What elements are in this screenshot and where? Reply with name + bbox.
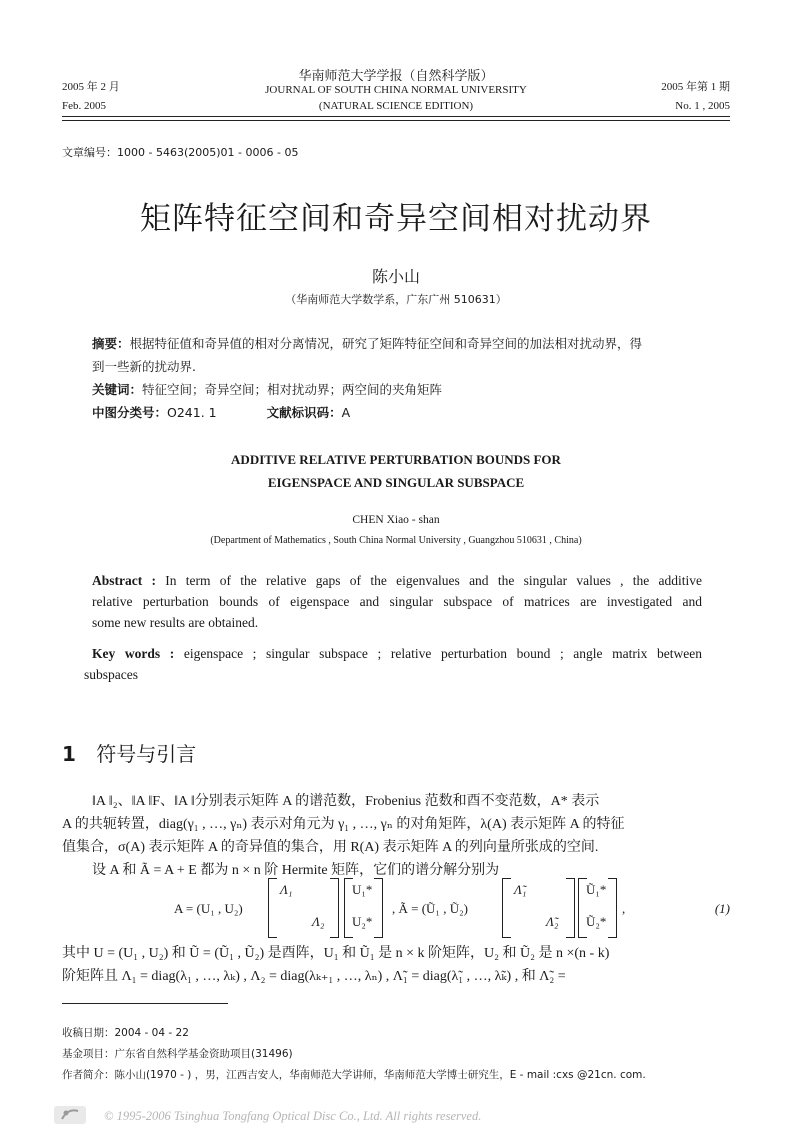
abstract-cn-line2: 到一些新的扰动界. [92,359,196,374]
title-en-line1: ADDITIVE RELATIVE PERTURBATION BOUNDS FOR [231,452,561,467]
class-label: 中图分类号： [92,405,168,420]
eq-m3-left-bracket [502,878,511,938]
eq-m3-right-bracket [566,878,575,938]
eq-m1-bottom: Λ₂ [312,914,325,929]
eq-tail: , [622,901,626,916]
eq-m1-right-bracket [330,878,339,938]
footnote-author: 作者简介：陈小山(1970 - ) ，男，江西吉安人，华南师范大学讲师，华南师范大学博士研究生，E - mail :cxs @21cn. com. [62,1069,646,1081]
abstract-en-line3: some new results are obtained. [92,615,259,630]
footnote-rule [62,1003,228,1004]
abstract-en-label: Abstract : [92,573,156,588]
header-date-cn: 2005 年 2 月 [62,81,120,93]
equation-1 [62,876,730,940]
body-line1: ‖A ‖₂、‖A ‖F、‖A ‖分别表示矩阵 A 的谱范数，Frobenius 范数和酉不变范数，A* 表示 [92,794,600,809]
publisher-logo-icon [52,1102,88,1128]
header-issue-cn: 2005 年第 1 期 [661,81,730,93]
eq-m4-top: Ũ₁* [586,882,607,897]
abstract-en-line1: In term of the relative gaps of the eigenvalues and the singular values , the additive [156,573,702,588]
eq-m1-left-bracket [268,878,277,938]
eq-mid: , Ã = (Ũ₁ , Ũ₂) [392,901,468,916]
body-line5: 其中 U = (U₁ , U₂) 和 Ũ = (Ũ₁ , Ũ₂) 是酉阵，U₁ 和 Ũ₁ 是 n × k 阶矩阵，U₂ 和 Ũ₂ 是 n ×(n - k) [62,946,610,961]
section-heading [62,738,196,767]
journal-title-en: JOURNAL OF SOUTH CHINA NORMAL UNIVERSITY [265,84,527,96]
footnote-fund: 基金项目：广东省自然科学基金资助项目(31496) [62,1048,293,1060]
author-en: CHEN Xiao - shan [352,514,440,526]
keywords-en [84,643,702,685]
eq-number: (1) [714,901,730,916]
eq-m2-bottom: U₂* [352,914,373,929]
abstract-en-line2: relative perturbation bounds of eigenspace and singular subspace of matrices are investigated and [92,594,702,609]
title-en-line2: EIGENSPACE AND SINGULAR SUBSPACE [267,475,525,490]
eq-m2-right-bracket [374,878,383,938]
eq-m3-bottom: Λ̃₂ [546,914,559,929]
keywords-en-line1: eigenspace ; singular subspace ; relative perturbation bound ; angle matrix between [174,646,702,661]
section-number: 1 [62,742,76,766]
section-title: 符号与引言 [96,742,197,766]
abstract-cn [92,334,712,354]
eq-m4-right-bracket [608,878,617,938]
body-line2: A 的共轭转置，diag(γ₁ , …, γₙ) 表示对角元为 γ₁ , …, γₙ 的对角矩阵，λ(A) 表示矩阵 A 的特征 [62,817,625,832]
keywords-en-line2: subspaces [84,667,138,682]
abstract-en [92,570,702,633]
body-line4: 设 A 和 Ã = A + E 都为 n × n 阶 Hermite 矩阵，它们的谱分解分别为 [92,863,500,878]
eq-m2-top: U₁* [352,882,373,897]
abstract-cn-line1: 根据特征值和奇异值的相对分离情况，研究了矩阵特征空间和奇异空间的加法相对扰动界，得 [129,336,643,351]
article-number: 文章编号：1000 - 5463(2005)01 - 0006 - 05 [62,146,299,159]
keywords-cn-label: 关键词： [92,382,143,397]
affiliation: （华南师范大学数学系，广东广州 510631） [285,293,507,306]
header-rule-top [62,116,730,117]
class-value: O241. 1 [167,405,217,420]
abstract-cn-label: 摘要： [92,336,130,351]
eq-m3-top: Λ̃₁ [514,882,527,897]
keywords-cn [92,380,442,400]
eq-m4-bottom: Ũ₂* [586,914,607,929]
paper-title: 矩阵特征空间和奇异空间相对扰动界 [140,201,652,237]
affiliation-en: (Department of Mathematics , South China Normal University , Guangzhou 510631 , China) [210,535,582,546]
journal-edition: (NATURAL SCIENCE EDITION) [318,100,474,112]
journal-title-cn: 华南师范大学学报（自然科学版） [298,69,494,84]
copyright-notice: © 1995-2006 Tsinghua Tongfang Optical Disc Co., Ltd. All rights reserved. [104,1109,482,1123]
body-line3: 值集合，σ(A) 表示矩阵 A 的奇异值的集合，用 R(A) 表示矩阵 A 的列向量所张成的空间. [62,840,599,855]
footnote-received: 收稿日期：2004 - 04 - 22 [62,1027,189,1039]
header-date-en: Feb. 2005 [62,100,106,112]
header-rule-bottom [62,120,730,121]
doc-code-label: 文献标识码： [266,405,342,420]
eq-lhs: A = (U₁ , U₂) [174,901,243,916]
classification [92,403,350,423]
body-line6: 阶矩阵且 Λ₁ = diag(λ₁ , …, λₖ) , Λ₂ = diag(λₖ₊₁ , …, λₙ) , Λ̃₁ = diag(λ̃₁ , …, λ̃ₖ) , 和 Λ̃₂ = [62,969,566,984]
author-name: 陈小山 [371,267,420,286]
eq-m1-top: Λ₁ [280,882,293,897]
doc-code-value: A [341,405,351,420]
keywords-cn-text: 特征空间；奇异空间；相对扰动界；两空间的夹角矩阵 [142,382,443,397]
keywords-en-label: Key words : [92,646,175,661]
header-issue-en: No. 1 , 2005 [675,100,730,112]
